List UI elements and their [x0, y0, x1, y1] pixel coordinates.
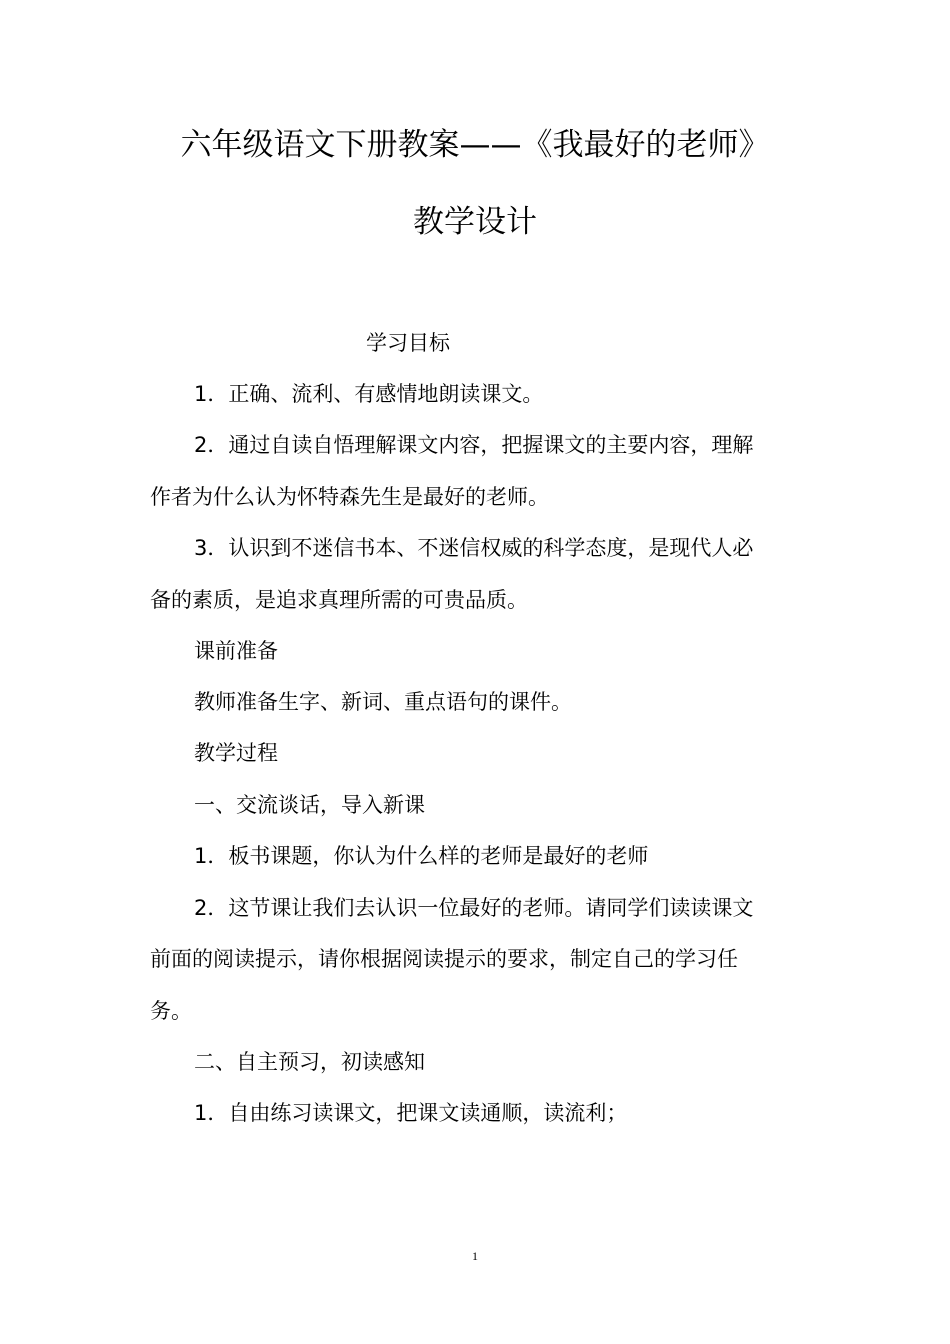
section-heading-part-one: 一、交流谈话，导入新课	[194, 793, 425, 817]
paragraph-line: 1．板书课题，你认为什么样的老师是最好的老师	[194, 844, 649, 868]
section-heading-learning-objectives: 学习目标	[366, 331, 450, 355]
document-title-line-1: 六年级语文下册教案——《我最好的老师》	[180, 127, 770, 163]
document-title-line-2: 教学设计	[413, 204, 537, 240]
paragraph-line: 2．这节课让我们去认识一位最好的老师。请同学们读读课文	[194, 896, 754, 920]
paragraph-line: 作者为什么认为怀特森先生是最好的老师。	[150, 485, 549, 509]
page-number: 1	[472, 1249, 478, 1263]
paragraph-line: 备的素质，是追求真理所需的可贵品质。	[150, 588, 528, 612]
paragraph-line: 1．自由练习读课文，把课文读通顺，读流利；	[194, 1101, 628, 1125]
paragraph-line: 1．正确、流利、有感情地朗读课文。	[194, 382, 544, 406]
paragraph-line: 前面的阅读提示，请你根据阅读提示的要求，制定自己的学习任	[150, 947, 738, 971]
paragraph-line: 3．认识到不迷信书本、不迷信权威的科学态度，是现代人必	[194, 536, 754, 560]
paragraph-line: 教师准备生字、新词、重点语句的课件。	[194, 690, 572, 714]
section-heading-part-two: 二、自主预习，初读感知	[194, 1050, 425, 1074]
section-heading-preparation: 课前准备	[194, 639, 278, 663]
paragraph-line: 2．通过自读自悟理解课文内容，把握课文的主要内容，理解	[194, 433, 754, 457]
section-heading-teaching-process: 教学过程	[194, 741, 278, 765]
paragraph-line: 务。	[150, 999, 192, 1023]
